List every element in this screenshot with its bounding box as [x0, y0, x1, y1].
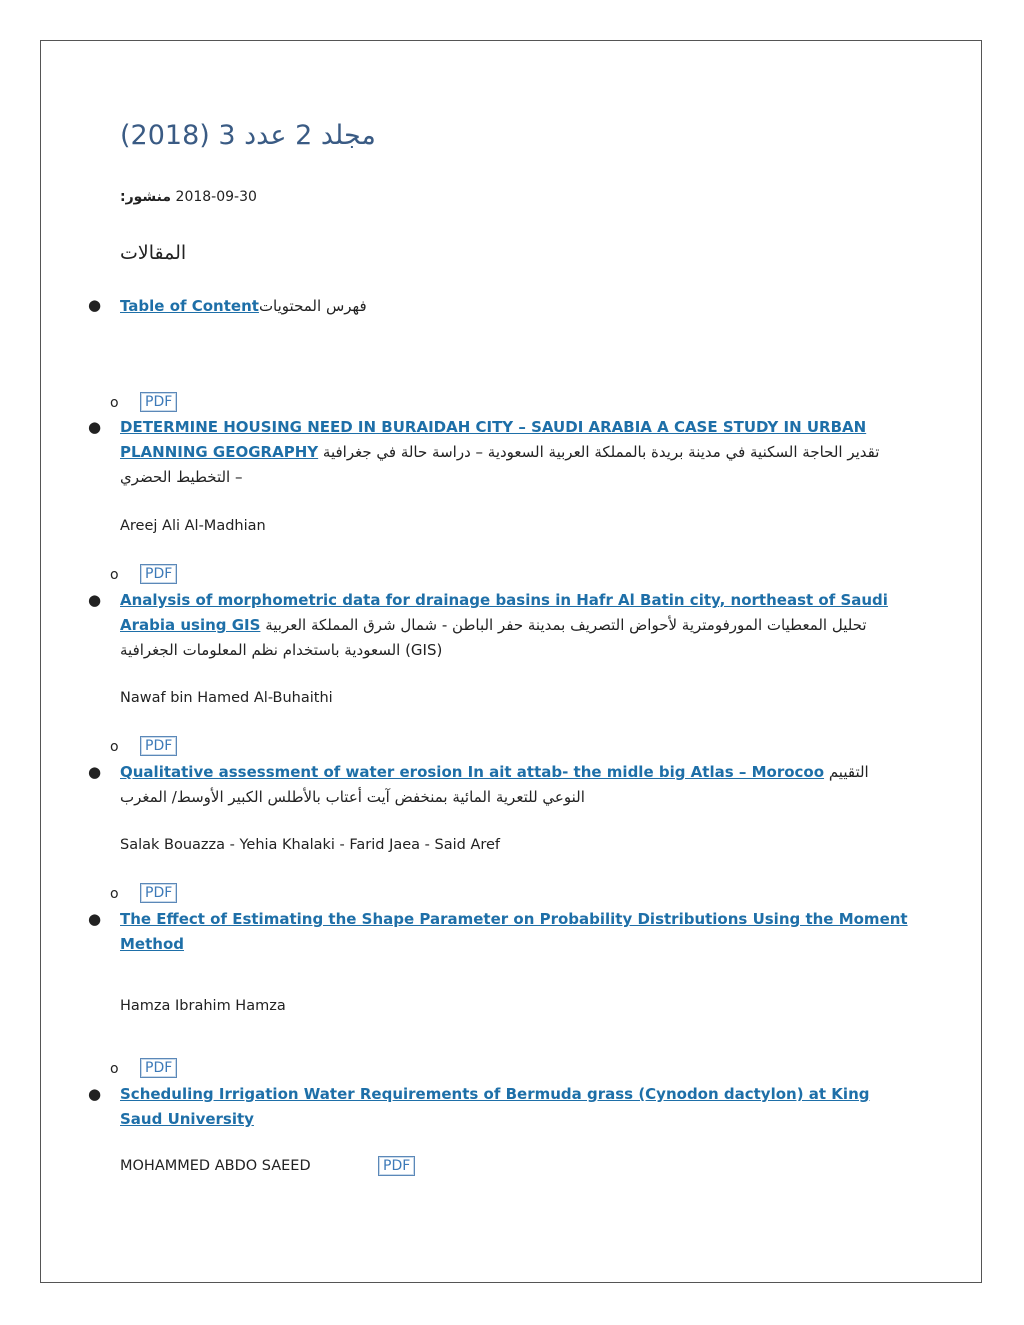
published-line [120, 189, 257, 205]
pdf-button[interactable]: PDF [378, 1156, 415, 1176]
article-authors: Salak Bouazza - Yehia Khalaki - Farid Jaea - Said Aref [120, 837, 501, 853]
bullet-icon: ● [88, 763, 102, 781]
article-arabic-title: تحليل المعطيات المورفومترية لأحواض التصريف بمدينة حفر الباطن - شمال شرق المملكة العربية السعودية باستخدام نظم المعلومات الجغرافية (GIS) [120, 616, 867, 659]
article-title-link[interactable]: Analysis of morphometric data for drainage basins in Hafr Al Batin city, northeast of Saudi Arabia using GIS [120, 591, 888, 634]
issue-title: مجلد 2 عدد 3 (2018) [120, 120, 376, 151]
article-title-link[interactable]: Scheduling Irrigation Water Requirements of Bermuda grass (Cynodon dactylon) at King Saud University [120, 1085, 870, 1128]
article-item [120, 760, 910, 810]
article-authors: Nawaf bin Hamed Al-Buhaithi [120, 690, 333, 706]
sub-bullet-icon: o [110, 739, 119, 755]
sub-bullet-icon: o [110, 395, 119, 411]
pdf-button[interactable]: PDF [140, 392, 177, 412]
pdf-button[interactable]: PDF [140, 564, 177, 584]
bullet-icon: ● [88, 1085, 102, 1103]
bullet-icon: ● [88, 296, 102, 314]
bullet-icon: ● [88, 591, 102, 609]
published-date: 2018-09-30 [175, 189, 257, 205]
article-item [120, 294, 910, 319]
article-item [120, 415, 910, 490]
article-authors: Hamza Ibrahim Hamza [120, 998, 286, 1014]
article-item [120, 588, 910, 663]
section-heading: المقالات [120, 242, 187, 264]
pdf-button[interactable]: PDF [140, 1058, 177, 1078]
bullet-icon: ● [88, 910, 102, 928]
bullet-icon: ● [88, 418, 102, 436]
article-arabic-title: تقدير الحاجة السكنية في مدينة بريدة بالمملكة العربية السعودية – دراسة حالة في جغرافية التخطيط الحضري – [120, 443, 880, 486]
pdf-button[interactable]: PDF [140, 736, 177, 756]
article-title-link[interactable]: The Effect of Estimating the Shape Parameter on Probability Distributions Using the Moment Method [120, 910, 908, 953]
article-authors: MOHAMMED ABDO SAEED [120, 1158, 311, 1174]
article-item [120, 907, 910, 957]
published-label: منشور: [120, 189, 172, 205]
pdf-button[interactable]: PDF [140, 883, 177, 903]
article-title-link[interactable]: Table of Content [120, 297, 259, 315]
article-arabic-title: التقييم النوعي للتعرية المائية بمنخفض آيت أعتاب بالأطلس الكبير الأوسط/ المغرب [120, 763, 869, 806]
sub-bullet-icon: o [110, 567, 119, 583]
article-item [120, 1082, 910, 1132]
article-title-link[interactable]: DETERMINE HOUSING NEED IN BURAIDAH CITY – SAUDI ARABIA A CASE STUDY IN URBAN PLANNING GEOGRAPHY [120, 418, 867, 461]
article-title-link[interactable]: Qualitative assessment of water erosion In ait attab- the midle big Atlas – Morocoo [120, 763, 825, 781]
article-authors: Areej Ali Al-Madhian [120, 518, 266, 534]
sub-bullet-icon: o [110, 886, 119, 902]
sub-bullet-icon: o [110, 1061, 119, 1077]
article-arabic-title: فهرس المحتويات [258, 297, 367, 315]
